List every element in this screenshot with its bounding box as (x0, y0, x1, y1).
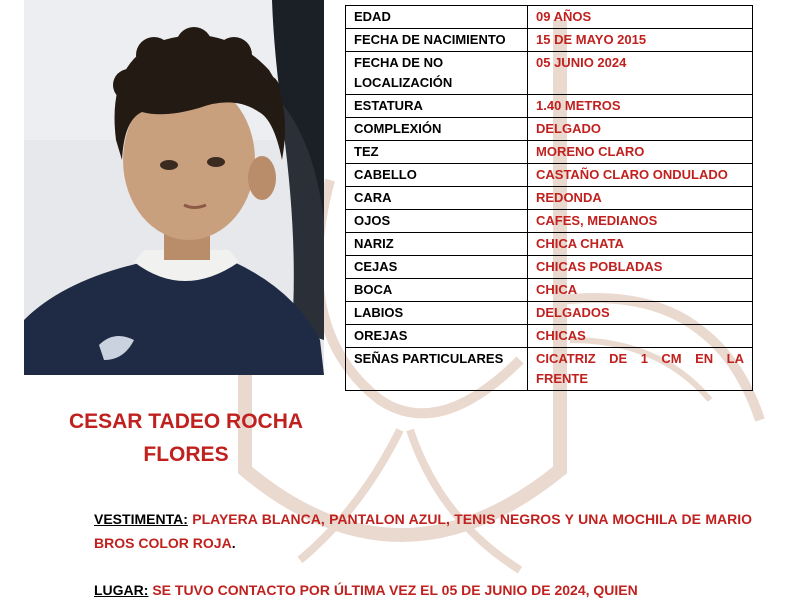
clothing-text: PLAYERA BLANCA, PANTALON AZUL, TENIS NEGROS Y UNA MOCHILA DE MARIO BROS COLOR ROJA (94, 511, 752, 551)
missing-date-value: 05 JUNIO 2024 (528, 52, 753, 95)
details-row-complexion (346, 141, 753, 164)
marks-label: SEÑAS PARTICULARES (346, 348, 528, 391)
details-row-birthdate (346, 29, 753, 52)
person-name: CESAR TADEO ROCHA FLORES (68, 410, 304, 466)
mouth-value: CHICA (528, 279, 753, 302)
person-photo (24, 0, 324, 375)
height-label: ESTATURA (346, 95, 528, 118)
mouth-label: BOCA (346, 279, 528, 302)
details-row-eyebrows (346, 256, 753, 279)
birthdate-label: FECHA DE NACIMIENTO (346, 29, 528, 52)
details-row-lips (346, 302, 753, 325)
eyes-label: OJOS (346, 210, 528, 233)
age-value: 09 AÑOS (528, 6, 753, 29)
nose-label: NARIZ (346, 233, 528, 256)
lips-value: DELGADOS (528, 302, 753, 325)
place-paragraph (94, 578, 752, 600)
height-value: 1.40 METROS (528, 95, 753, 118)
birthdate-value: 15 DE MAYO 2015 (528, 29, 753, 52)
ears-value: CHICAS (528, 325, 753, 348)
complexion-value: MORENO CLARO (528, 141, 753, 164)
lips-label: LABIOS (346, 302, 528, 325)
clothing-label: VESTIMENTA: (94, 511, 188, 527)
details-row-hair (346, 164, 753, 187)
face-label: CARA (346, 187, 528, 210)
details-row-marks (346, 348, 753, 391)
complexion-label: TEZ (346, 141, 528, 164)
hair-value: CASTAÑO CLARO ONDULADO (528, 164, 753, 187)
ears-label: OREJAS (346, 325, 528, 348)
clothing-end: . (231, 535, 236, 551)
details-row-age (346, 6, 753, 29)
place-label: LUGAR: (94, 582, 149, 598)
place-text: SE TUVO CONTACTO POR ÚLTIMA VEZ EL 05 DE JUNIO DE 2024, QUIEN (152, 582, 638, 598)
face-value: REDONDA (528, 187, 753, 210)
hair-label: CABELLO (346, 164, 528, 187)
build-value: DELGADO (528, 118, 753, 141)
build-label: COMPLEXIÓN (346, 118, 528, 141)
eyebrows-label: CEJAS (346, 256, 528, 279)
details-row-ears (346, 325, 753, 348)
age-label: EDAD (346, 6, 528, 29)
details-row-nose (346, 233, 753, 256)
eyebrows-value: CHICAS POBLADAS (528, 256, 753, 279)
nose-value: CHICA CHATA (528, 233, 753, 256)
details-row-height (346, 95, 753, 118)
details-row-missing-date (346, 52, 753, 95)
details-row-eyes (346, 210, 753, 233)
details-row-face (346, 187, 753, 210)
clothing-paragraph (94, 507, 752, 555)
eyes-value: CAFES, MEDIANOS (528, 210, 753, 233)
details-row-mouth (346, 279, 753, 302)
missing-date-label: FECHA DE NO LOCALIZACIÓN (346, 52, 528, 95)
details-table (345, 5, 753, 391)
marks-value: CICATRIZ DE 1 CM EN LA FRENTE (528, 348, 753, 391)
details-row-build (346, 118, 753, 141)
